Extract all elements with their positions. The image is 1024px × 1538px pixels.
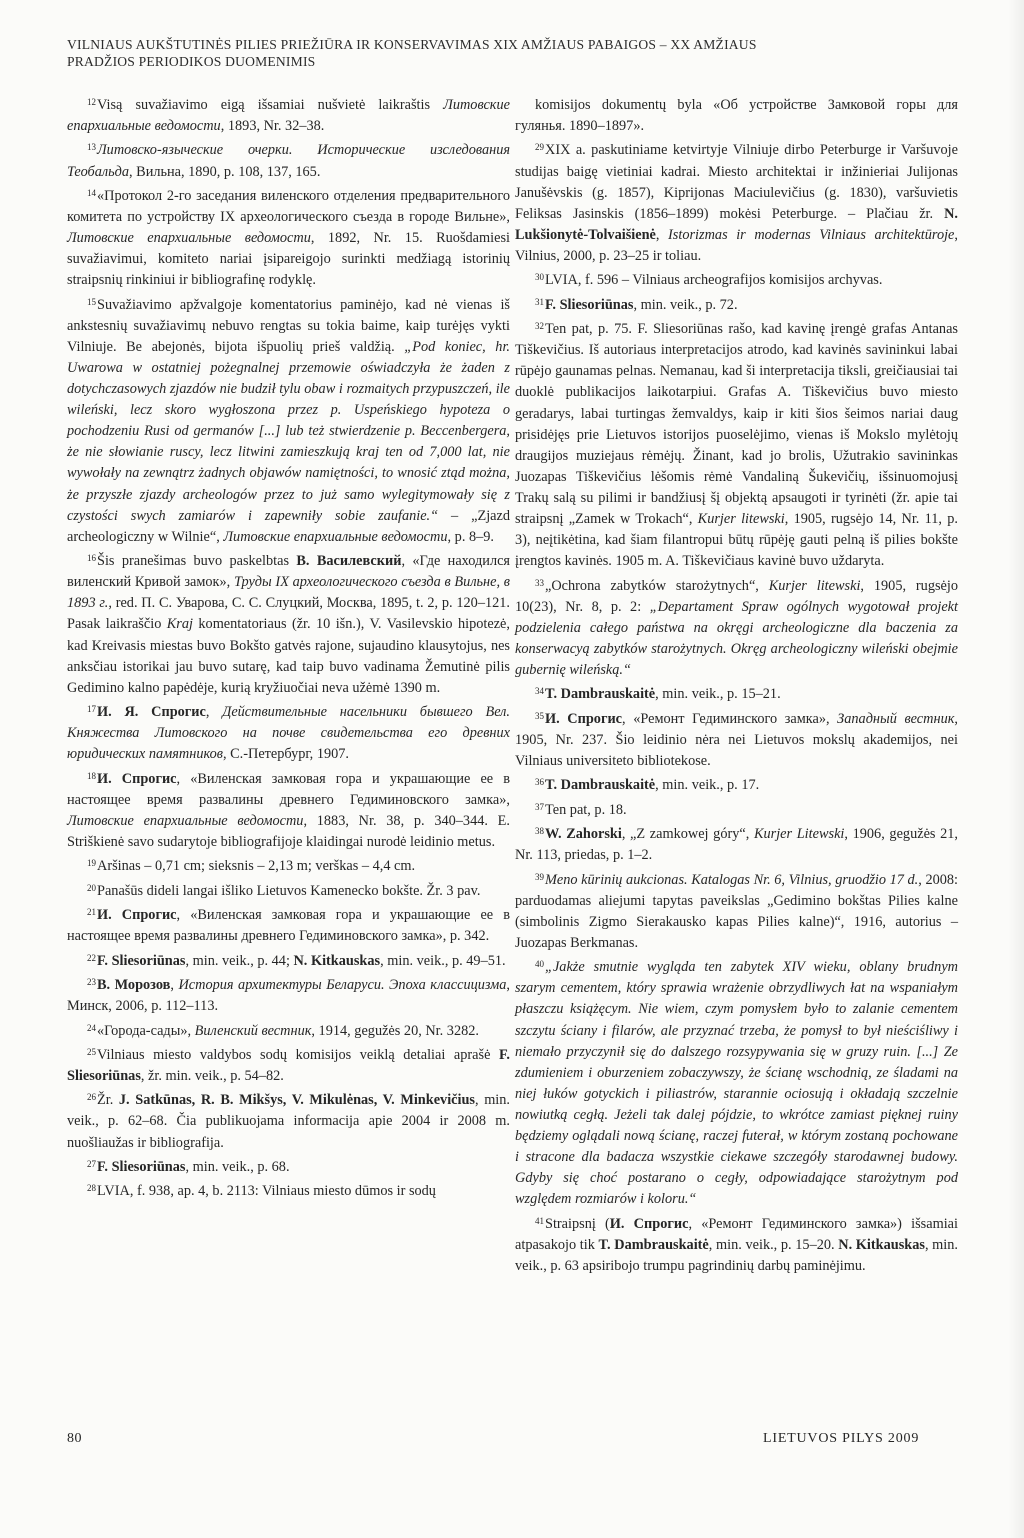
footnote-number: 35 <box>535 710 544 721</box>
footnote-number: 36 <box>535 777 544 788</box>
footnote-text: «Города-сады», Виленский вестник, 1914, gegužės 20, Nr. 3282. <box>97 1022 479 1039</box>
footnote-text: Meno kūrinių aukcionas. Katalogas Nr. 6, Vilnius, gruodžio 17 d., 2008: parduodamas aliejumi tapytas paveikslas „Gedimino bokštas Pilies kalne (simbolinis Zigmo Sierakausko kapas Pilies kalne)“, 1916, autorius – Juozapas Berkmanas. <box>515 871 959 951</box>
footnote-text: Ten pat, p. 18. <box>545 801 627 818</box>
running-header-line-1: VILNIAUS AUKŠTUTINĖS PILIES PRIEŽIŪRA IR KONSERVAVIMAS XIX AMŽIAUS PABAIGOS – XX AMŽIAUS <box>67 37 757 52</box>
footnote-number: 41 <box>535 1215 544 1226</box>
page-edge-shadow <box>1008 0 1024 1538</box>
footnote-text: Panašūs dideli langai išliko Lietuvos Kamenecko bokšte. Žr. 3 pav. <box>97 882 481 899</box>
footnote-text: T. Dambrauskaitė, min. veik., p. 15–21. <box>545 686 781 703</box>
footnote-23 <box>67 975 510 1017</box>
footnote-20 <box>67 881 510 902</box>
footnote-35 <box>515 709 958 772</box>
footnote-12 <box>67 95 510 137</box>
footnote-26 <box>67 1090 510 1153</box>
footnote-text: F. Sliesoriūnas, min. veik., p. 68. <box>97 1158 290 1175</box>
footnote-number: 15 <box>87 296 96 307</box>
footnote-40 <box>515 957 958 1210</box>
footnote-number: 37 <box>535 801 544 812</box>
footnote-text: W. Zahorski, „Z zamkowej góry“, Kurjer Litewski, 1906, gegužės 21, Nr. 113, priedas, p. 1–2. <box>515 826 958 864</box>
footnote-text: Žr. J. Satkūnas, R. B. Mikšys, V. Mikulėnas, V. Minkevičius, min. veik., p. 62–68. Čia publikuojama informacija apie 2004 ir 2008 m. nuošliaužas ir bibliografija. <box>67 1092 511 1151</box>
footnote-text: LVIA, f. 596 – Vilniaus archeografijos komisijos archyvas. <box>545 272 883 289</box>
footnote-text: „Ochrona zabytków starożytnych“, Kurjer litewski, 1905, rugsėjo 10(23), Nr. 8, p. 2: „Departament Spraw ogólnych wygotował projekt podzielenia całego państwa na okręgi archeologiczne dla baczenia za konserwacyą zabytków starożytnych. Okręg archeologiczny wileński obejmie gubernię wileńską.“ <box>515 577 958 678</box>
footnote-text: XIX a. paskutiniame ketvirtyje Vilniuje dirbo Peterburge ir Varšuvoje studijas baigę vietiniai kadrai. Miesto architektai ir inžinieriai Julijonas Janušėvskis (g. 1857), Kiprijonas Maciulevičius (g. 1830), varšuvietis Feliksas Jasinskis (1856–1899) mokėsi Peterburge. – Plačiau žr. N. Lukšionytė-Tolvaišienė, Istorizmas ir modernas Vilniaus architektūroje, Vilnius, 2000, p. 23–25 ir toliau. <box>515 142 958 264</box>
footnote-text: В. Морозов, История архитектуры Беларуси. Эпоха классицизма, Минск, 2006, p. 112–113. <box>67 977 510 1015</box>
footnotes-left-column <box>67 95 510 1206</box>
footnote-number: 27 <box>87 1158 96 1169</box>
footnote-text: Aršinas – 0,71 cm; sieksnis – 2,13 m; verškas – 4,4 cm. <box>97 858 416 875</box>
footnote-38 <box>515 824 958 866</box>
footnote-number: 39 <box>535 871 544 882</box>
footnote-27 <box>67 1157 510 1178</box>
footnote-text: И. Спрогис, «Ремонт Гедиминского замка», Западный вестник, 1905, Nr. 237. Šio leidinio nėra nei Lietuvos mokslų akademijos, nei Vilniaus universiteto bibliotekose. <box>515 710 958 769</box>
footnote-number: 12 <box>87 97 96 107</box>
running-header-line-2: PRADŽIOS PERIODIKOS DUOMENIMIS <box>67 54 316 69</box>
footnote-text: LVIA, f. 938, ap. 4, b. 2113: Vilniaus miesto dūmos ir sodų <box>97 1183 436 1200</box>
footnote-22 <box>67 951 510 972</box>
footnote-text: И. Я. Спрогис, Действительные насельники бывшего Вел. Княжества Литовского на почве свидетельства его древних юридических памятников, С.-Петербург, 1907. <box>67 704 510 763</box>
footnote-number: 24 <box>87 1022 96 1033</box>
footnote-text: Šis pranešimas buvo paskelbtas В. Василевский, «Где находился виленский Кривой замок», Труды IX археологического съезда в Вильне, в 1893 г., red. П. С. Уварова, С. С. Слуцкий, Москва, 1895, t. 2, p. 120–121. Pasak laikraščio Kraj komentatoriaus (žr. 10 išn.), V. Vasilevskio hipotezė, kad Kreivasis miestas buvo Bokšto gatvės rajone, sujaudino klausytojus, nes anksčiau istorikai jau buvo sutarę, kad taip buvo vadinama Žemutinė pilis Gedimino kalno papėdėje, kurią kryžiuočiai neva užėmė 1390 m. <box>67 553 510 696</box>
footnote-number: 38 <box>535 826 544 837</box>
footnote-text: F. Sliesoriūnas, min. veik., p. 44; N. Kitkauskas, min. veik., p. 49–51. <box>97 952 506 969</box>
footnote-text: Ten pat, p. 75. F. Sliesoriūnas rašo, kad kavinę įrengė grafas Antanas Tiškevičius. Iš autoriaus interpretacijos atrodo, kad kavinės savininkui labai rūpėjo gaunamas pelnas. Nemanau, kad ši interpretacija tiksli, greičiausiai tai duoklė publikacijos laikotarpiui. Grafas A. Tiškevičius buvo miesto geradarys, labai turtingas žemvaldys, kaip ir kiti šios šeimos nariai daug prisidėjęs prie Lietuvos istorijos puoselėjimo, vienas iš Mokslo mylėtojų draugijos muziejaus rėmėjų. Žinant, kad jo brolis, Užutrakio savininkas Juozapas Tiškevičius lėšomis rėmė Vandaliną Šukevičių, išsinuomojusį Trakų salą su pilimi ir bandžiusį šį objektą apsaugoti ir tyrinėti (žr. apie tai straipsnį „Zamek w Trokach“, Kurjer litewski, 1905, rugsėjo 14, Nr. 11, p. 3), neįtikėtina, kad šiam filantropui būtų rūpėję gauti pelną iš pilies bokšte įrengtos kavinės. 1905 m. A. Tiškevičiaus kavinė buvo uždaryta. <box>515 321 958 570</box>
footnote-33 <box>515 576 958 681</box>
footnote-number: 28 <box>87 1183 96 1194</box>
footnote-text: F. Sliesoriūnas, min. veik., p. 72. <box>545 296 738 313</box>
footnote-text: Visą suvažiavimo eigą išsamiai nušvietė laikraštis Литовские епархиальные ведомости, 1893, Nr. 32–38. <box>67 97 510 135</box>
footnote-number: 33 <box>535 577 544 588</box>
footnote-text: Suvažiavimo apžvalgoje komentatorius paminėjo, kad nė vienas iš ankstesnių suvažiavimų nebuvo rengtas su tokia baime, kaip turėjęs vykti Vilniuje. Be abejonės, bijota išpuolių prieš valdžią. „Pod koniec, hr. Uwarowa w ostatniej pożegnalnej przemowie oświadczyła że żaden z dotychczasowych zjazdów nie budził tylu obaw i rozmaitych przypuszczeń, ile wileński, lecz skoro wygłoszona przez p. Uspeńskiego hypoteza o pochodzeniu Rusi od germanów [...] lub też stwierdzenie p. Beccenbergera, że nie słowianie ruscy, lecz litwini zamieszkują kraj ten od 7,000 lat, nie wywołały na zewnątrz żadnych objawów namiętności, to wnosić ztąd można, że przyszłe zjazdy archeologów przez to już samo wylegitymowały się z czystości swych zamiarów i zapewniły sobie zaufanie.“ – „Zjazd archeologiczny w Wilnie“, Литовские епархиальные ведомости, p. 8–9. <box>67 296 511 545</box>
footnote-25 <box>67 1045 510 1087</box>
running-header <box>67 36 947 70</box>
footnote-text: Литовско-языческие очерки. Исторические изследования Теобальда, Вильна, 1890, p. 108, 137, 165. <box>67 142 510 180</box>
footnote-41 <box>515 1214 958 1277</box>
footnote-21 <box>67 905 510 947</box>
footnote-number: 19 <box>87 858 96 869</box>
footnote-13 <box>67 140 510 182</box>
footnote-number: 26 <box>87 1092 96 1103</box>
footnotes-right-column <box>515 95 958 1280</box>
footnote-number: 18 <box>87 770 96 781</box>
footnote-text: „Jakże smutnie wygląda ten zabytek XIV wieku, oblany brudnym szarym cementem, który sprawia wrażenie obrzydliwych łat na wspaniałym płaszczu książęcym. Nie wiem, czym pomysłem było to zalanie cementem szczytu ściany i filarów, ale przyznać trzeba, że pomysł to był nieściśliwy i niemało przyczynił się do dalszego rozsypywania się w gruzy ruin. [...] Ze zdumieniem i oburzeniem zobaczywszy, że ścianę wschodnią, ze śladami na niej łuków gotyckich i piliastrów, starannie ociosują i okładają szczelnie nowiutką cegłą. Jeżeli tak dalej pójdzie, to wkrótce zamiast pięknej ruiny będziemy oglądali nową ścianę, raczej futerał, w którym zostaną pochowane i stracone dla badacza wszystkie ciekawe szczegóły starodawnej budowy. Gdyby się choć postarano o cegły, odpowiadające starożytnym pod względem rozmiarów i koloru.“ <box>515 959 958 1208</box>
footnote-text: И. Спрогис, «Виленская замковая гора и украшающие ее в настоящее время развалины древнего Гедиминовского замка», Литовские епархиальные ведомости, 1883, Nr. 38, p. 340–344. E. Striškienė savo sudarytoje bibliografijoje klaidingai nurodė leidinio metus. <box>67 770 510 850</box>
footnote-15 <box>67 295 510 548</box>
footnote-29 <box>515 140 958 267</box>
footnote-30 <box>515 270 958 291</box>
footnote-number: 21 <box>87 907 96 918</box>
footnote-19 <box>67 856 510 877</box>
footnote-number: 14 <box>87 187 96 198</box>
footnote-number: 20 <box>87 882 96 893</box>
footnote-text: И. Спрогис, «Виленская замковая гора и украшающие ее в настоящее время развалины древнего Гедиминовского замка», p. 342. <box>67 907 510 945</box>
footnote-text: Straipsnį (И. Спрогис, «Ремонт Гедиминского замка») išsamiai atpasakojo tik T. Dambrauskaitė, min. veik., p. 15–20. N. Kitkauskas, min. veik., p. 63 apsiribojo trumpu pagrindinių darbų paminėjimu. <box>515 1215 958 1274</box>
footnote-number: 30 <box>535 272 544 283</box>
footnote-number: 17 <box>87 704 96 715</box>
footnote-number: 34 <box>535 686 544 697</box>
footnote-16 <box>67 551 510 699</box>
footnote-number: 23 <box>87 977 96 988</box>
footnote-number: 40 <box>535 959 544 970</box>
footnote-number: 16 <box>87 553 96 564</box>
footnote-17 <box>67 702 510 765</box>
footnote-number: 25 <box>87 1046 96 1057</box>
footnote-number: 32 <box>535 321 544 332</box>
footnote-18 <box>67 769 510 853</box>
footnote-39 <box>515 870 958 954</box>
footnote-continuation <box>515 95 958 137</box>
journal-title: LIETUVOS PILYS 2009 <box>763 1431 920 1446</box>
footnote-24 <box>67 1021 510 1042</box>
footnote-37 <box>515 800 958 821</box>
footnote-number: 31 <box>535 296 544 307</box>
footnote-number: 29 <box>535 142 544 153</box>
footnote-text: T. Dambrauskaitė, min. veik., p. 17. <box>545 777 760 794</box>
footnote-28 <box>67 1181 510 1202</box>
footnote-34 <box>515 684 958 705</box>
footnote-text: komisijos dokumentų byla «Об устройстве Замковой горы для гулянья. 1890–1897». <box>515 97 958 135</box>
page-number: 80 <box>67 1431 82 1446</box>
footnote-31 <box>515 295 958 316</box>
footnote-36 <box>515 775 958 796</box>
footnote-32 <box>515 319 958 572</box>
footnote-14 <box>67 186 510 291</box>
footnote-number: 22 <box>87 952 96 963</box>
footnote-text: Vilniaus miesto valdybos sodų komisijos veiklą detaliai aprašė F. Sliesoriūnas, žr. min. veik., p. 54–82. <box>67 1046 510 1084</box>
footnote-text: «Протокол 2-го заседания виленского отделения предварительного комитета по устройству IX археологического съезда в городе Вильне», Литовские епархиальные ведомости, 1892, Nr. 15. Ruošdamiesi suvažiavimui, komiteto nariai įsipareigojo surinkti medžiagą istorinių straipsnių rinkiniui ir bibliografinę rodyklę. <box>67 187 510 289</box>
footnote-number: 13 <box>87 142 96 153</box>
